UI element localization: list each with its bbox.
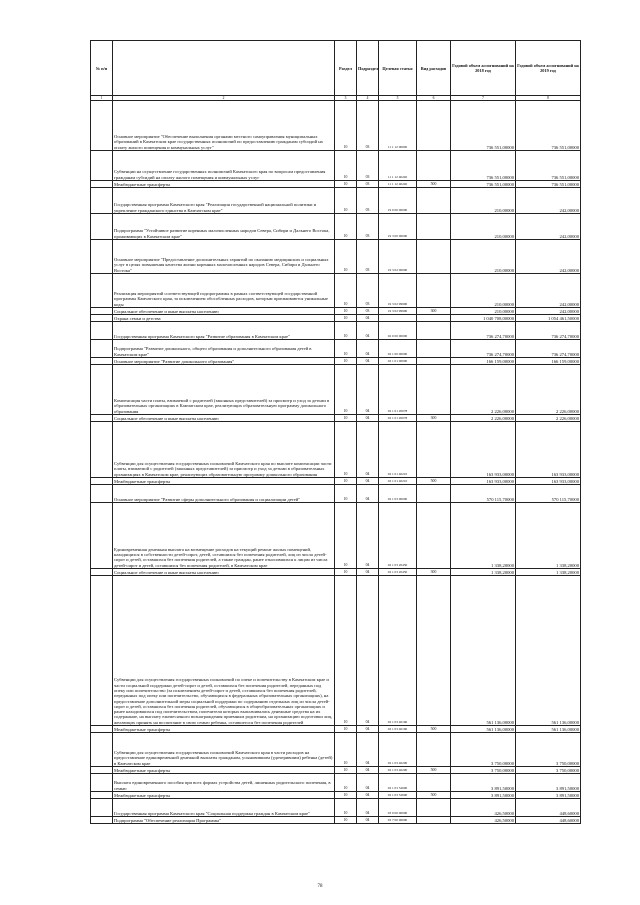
row-subsection-cell: 04 <box>357 799 379 817</box>
row-section-cell: 10 <box>335 151 357 181</box>
row-target-article-cell: 02 1 01 00000 <box>379 358 417 365</box>
row-target-article-cell: 02 1 03 20450 <box>379 503 417 569</box>
row-num-cell <box>91 214 113 240</box>
row-num-cell <box>91 274 113 308</box>
row-subsection-cell: 04 <box>357 569 379 576</box>
row-name-cell: Основное мероприятие "Развитие сферы дополнительного образования и социализации детей" <box>113 485 335 503</box>
row-num-cell <box>91 733 113 767</box>
row-expense-type-cell <box>417 151 451 181</box>
row-section-cell: 10 <box>335 415 357 422</box>
table-row <box>91 214 581 240</box>
row-name-cell: Выплата единовременного пособия при всех формах устройства детей, лишенных родительского попечения, в семью <box>113 774 335 792</box>
row-expense-type-cell: 500 <box>417 478 451 485</box>
row-target-article-cell: 11 1 12 00000 <box>379 101 417 151</box>
row-expense-type-cell: 500 <box>417 792 451 799</box>
table-row <box>91 308 581 315</box>
row-expense-type-cell <box>417 576 451 726</box>
column-number: 1 <box>91 96 113 101</box>
row-expense-type-cell <box>417 315 451 322</box>
row-volume-2019-cell: 2 226,00000 <box>516 415 581 422</box>
table-row <box>91 792 581 799</box>
table-row <box>91 240 581 274</box>
row-expense-type-cell <box>417 322 451 340</box>
row-volume-2019-cell: 3 750,00000 <box>516 733 581 767</box>
row-expense-type-cell: 500 <box>417 181 451 188</box>
row-target-article-cell: 19 3 02 99990 <box>379 274 417 308</box>
row-num-cell <box>91 726 113 733</box>
row-num-cell <box>91 792 113 799</box>
header-expense-type: Вид расходов <box>417 41 451 96</box>
row-section-cell: 10 <box>335 478 357 485</box>
row-volume-2018-cell: 210,00000 <box>451 188 516 214</box>
table-row <box>91 181 581 188</box>
row-volume-2018-cell: 426,50000 <box>451 817 516 824</box>
row-expense-type-cell <box>417 422 451 478</box>
row-num-cell <box>91 340 113 358</box>
row-target-article-cell: 02 1 03 40200 <box>379 733 417 767</box>
row-num-cell <box>91 503 113 569</box>
row-section-cell: 10 <box>335 503 357 569</box>
row-volume-2019-cell: 736 551,00000 <box>516 181 581 188</box>
row-name-cell: Подпрограмма "Устойчивое развитие коренных малочисленных народов Севера, Сибири и Дальнего Востока, проживающих в Камчатском крае" <box>113 214 335 240</box>
row-target-article-cell: 02 1 01 40210 <box>379 422 417 478</box>
row-section-cell: 10 <box>335 817 357 824</box>
row-volume-2019-cell: 3 750,00000 <box>516 767 581 774</box>
row-volume-2019-cell: 1 054 461,50000 <box>516 315 581 322</box>
row-section-cell: 10 <box>335 188 357 214</box>
row-num-cell <box>91 322 113 340</box>
row-section-cell: 10 <box>335 767 357 774</box>
row-subsection-cell: 04 <box>357 415 379 422</box>
table-row <box>91 726 581 733</box>
row-name-cell: Охрана семьи и детства <box>113 315 335 322</box>
row-num-cell <box>91 767 113 774</box>
row-volume-2019-cell: 242,00000 <box>516 308 581 315</box>
row-name-cell: Государственная программа Камчатского края "Развитие образования в Камчатском крае" <box>113 322 335 340</box>
table-row <box>91 817 581 824</box>
row-section-cell: 10 <box>335 485 357 503</box>
row-name-cell: Социальное обеспечение и иные выплаты населению <box>113 569 335 576</box>
row-target-article-cell: 02 1 03 40160 <box>379 726 417 733</box>
row-section-cell: 10 <box>335 101 357 151</box>
row-name-cell: Единовременная денежная выплата на возмещение расходов на текущий ремонт жилых помещений, находящихся в собственности детей-сирот, детей, оставшихся без попечения родителей, лиц из числа детей-сирот и детей, оставшихся без попечения родителей, а также граждан, ранее относившихся к лицам из числа детей-сирот и детей, оставшихся без попечения родителей, в Камчатском крае <box>113 503 335 569</box>
row-volume-2018-cell: 736 551,00000 <box>451 101 516 151</box>
row-subsection-cell: 04 <box>357 817 379 824</box>
row-volume-2018-cell: 736 551,00000 <box>451 181 516 188</box>
row-subsection-cell: 04 <box>357 315 379 322</box>
table-row <box>91 576 581 726</box>
row-name-cell: Субвенции для осуществления государственных полномочий Камчатского края в части расходов на предоставление единовременной денежной выплаты гражданам, усыновившим (удочерившим) ребенка (детей) в Камчатском крае <box>113 733 335 767</box>
row-num-cell <box>91 151 113 181</box>
row-volume-2018-cell: 736 551,00000 <box>451 151 516 181</box>
row-volume-2019-cell: 448,60000 <box>516 817 581 824</box>
table-row <box>91 358 581 365</box>
row-volume-2018-cell: 561 136,00000 <box>451 726 516 733</box>
row-name-cell: Государственная программа Камчатского края "Социальная поддержка граждан в Камчатском крае" <box>113 799 335 817</box>
row-name-cell: Межбюджетные трансферты <box>113 181 335 188</box>
row-section-cell: 10 <box>335 181 357 188</box>
row-volume-2018-cell: 2 226,00000 <box>451 365 516 415</box>
header-num: № п/п <box>91 41 113 96</box>
row-volume-2018-cell: 3 750,00000 <box>451 733 516 767</box>
budget-table-page <box>90 40 580 824</box>
row-volume-2019-cell: 166 159,00000 <box>516 358 581 365</box>
header-subsection: Подраздел <box>357 41 379 96</box>
row-volume-2018-cell: 2 226,00000 <box>451 415 516 422</box>
row-section-cell: 10 <box>335 365 357 415</box>
row-volume-2019-cell: 736 551,00000 <box>516 101 581 151</box>
row-name-cell: Субвенции для осуществления государственных полномочий по опеке и попечительству в Камчатском крае и части социальной поддержки детей-сирот и детей, оставшихся без попечения родителей, переданных под опеку или попечительство (за исключением детей-сирот и детей, оставшихся без попечения родителей, переданных под опеку или попечительство, обучающихся в федеральных образовательных организациях), на предоставление дополнительной меры социальной поддержки по содержанию отдельных лиц из числа детей-сирот и детей, оставшихся без попечения родителей, обучающихся в общеобразовательных организациях и ранее находившихся под попечительством, попечители которых выплачивались денежные средства на их содержание, на выплату ежемесячного вознаграждения приемным родителям, на организацию подготовки лиц, желающих принять на воспитание в свою семью ребенка, оставшегося без попечения родителей <box>113 576 335 726</box>
header-section: Раздел <box>335 41 357 96</box>
table-row <box>91 101 581 151</box>
table-body <box>91 101 581 824</box>
row-subsection-cell: 03 <box>357 274 379 308</box>
column-number: 5 <box>379 96 417 101</box>
column-number: 3 <box>335 96 357 101</box>
row-subsection-cell: 04 <box>357 774 379 792</box>
row-section-cell: 10 <box>335 214 357 240</box>
row-subsection-cell: 04 <box>357 503 379 569</box>
table-row <box>91 569 581 576</box>
row-volume-2019-cell: 736 551,00000 <box>516 151 581 181</box>
row-num-cell <box>91 101 113 151</box>
row-name-cell: Подпрограмма "Обеспечение реализации Программы" <box>113 817 335 824</box>
row-target-article-cell: 02 1 03 40160 <box>379 576 417 726</box>
row-num-cell <box>91 415 113 422</box>
header-volume-2018: Годовой объем ассигнований на 2018 год <box>451 41 516 96</box>
row-volume-2019-cell: 3 891,50000 <box>516 774 581 792</box>
row-subsection-cell: 04 <box>357 322 379 340</box>
row-volume-2019-cell: 570 115,70000 <box>516 485 581 503</box>
row-section-cell: 10 <box>335 340 357 358</box>
row-section-cell: 10 <box>335 322 357 340</box>
row-num-cell <box>91 422 113 478</box>
row-section-cell: 10 <box>335 240 357 274</box>
row-expense-type-cell <box>417 214 451 240</box>
row-volume-2019-cell: 1 338,20000 <box>516 503 581 569</box>
row-expense-type-cell <box>417 101 451 151</box>
row-num-cell <box>91 774 113 792</box>
row-target-article-cell <box>379 315 417 322</box>
row-volume-2019-cell: 242,00000 <box>516 214 581 240</box>
header-target-article: Целевая статья <box>379 41 417 96</box>
row-subsection-cell: 03 <box>357 181 379 188</box>
row-target-article-cell: 02 1 03 52600 <box>379 792 417 799</box>
header-volume-2019: Годовой объем ассигнований на 2019 год <box>516 41 581 96</box>
column-number: 7 <box>451 96 516 101</box>
row-num-cell <box>91 188 113 214</box>
row-name-cell: Субвенции для осуществления государственных полномочий Камчатского края по выплате компенсации части платы, взимаемой с родителей (законных представителей) за присмотр и уход за детьми в образовательных организациях в Камчатском крае, реализующих образовательную программу дошкольного образования <box>113 422 335 478</box>
table-row <box>91 340 581 358</box>
table-row <box>91 415 581 422</box>
row-name-cell: Субвенции на осуществление государственных полномочий Камчатского края по вопросам предоставления гражданам субсидий на оплату жилого помещения и коммунальных услуг <box>113 151 335 181</box>
header-row <box>91 41 581 96</box>
row-volume-2019-cell: 3 891,50000 <box>516 792 581 799</box>
row-section-cell: 10 <box>335 733 357 767</box>
column-number: 4 <box>357 96 379 101</box>
row-expense-type-cell <box>417 485 451 503</box>
row-name-cell: Межбюджетные трансферты <box>113 726 335 733</box>
row-volume-2018-cell: 736 274,70000 <box>451 340 516 358</box>
row-section-cell: 10 <box>335 569 357 576</box>
row-section-cell: 10 <box>335 308 357 315</box>
row-name-cell: Межбюджетные трансферты <box>113 792 335 799</box>
row-target-article-cell: 02 1 03 00000 <box>379 485 417 503</box>
row-name-cell: Основное мероприятие "Предоставление дополнительных гарантий по оказанию медицинских и социальных услуг в целях повышения качества жизни коренных малочисленных народов Севера, Сибири и Дальнего Востока" <box>113 240 335 274</box>
row-volume-2018-cell: 426,50000 <box>451 799 516 817</box>
header-name <box>113 41 335 96</box>
row-volume-2018-cell: 1 338,20000 <box>451 503 516 569</box>
row-volume-2019-cell: 561 136,00000 <box>516 576 581 726</box>
table-row <box>91 422 581 478</box>
row-subsection-cell: 04 <box>357 733 379 767</box>
row-target-article-cell: 19 3 00 00000 <box>379 214 417 240</box>
row-name-cell: Социальное обеспечение и иные выплаты населению <box>113 308 335 315</box>
row-expense-type-cell <box>417 340 451 358</box>
table-row <box>91 315 581 322</box>
row-expense-type-cell: 500 <box>417 726 451 733</box>
row-volume-2019-cell: 163 933,00000 <box>516 478 581 485</box>
table-row <box>91 503 581 569</box>
row-volume-2019-cell: 2 226,00000 <box>516 365 581 415</box>
row-num-cell <box>91 240 113 274</box>
row-subsection-cell: 03 <box>357 214 379 240</box>
row-target-article-cell: 11 1 12 40240 <box>379 181 417 188</box>
row-volume-2018-cell: 210,00000 <box>451 214 516 240</box>
row-expense-type-cell: 300 <box>417 569 451 576</box>
row-volume-2019-cell: 561 136,00000 <box>516 726 581 733</box>
row-subsection-cell: 03 <box>357 151 379 181</box>
row-section-cell: 10 <box>335 274 357 308</box>
row-expense-type-cell <box>417 365 451 415</box>
row-volume-2019-cell: 1 338,20000 <box>516 569 581 576</box>
row-subsection-cell: 04 <box>357 422 379 478</box>
row-target-article-cell: 19 3 02 99990 <box>379 308 417 315</box>
row-num-cell <box>91 799 113 817</box>
row-expense-type-cell <box>417 240 451 274</box>
table-row <box>91 485 581 503</box>
column-number: 6 <box>417 96 451 101</box>
table-row <box>91 733 581 767</box>
row-volume-2018-cell: 210,00000 <box>451 308 516 315</box>
row-volume-2018-cell: 3 891,50000 <box>451 792 516 799</box>
row-target-article-cell: 02 1 03 52600 <box>379 774 417 792</box>
row-subsection-cell: 04 <box>357 365 379 415</box>
row-num-cell <box>91 485 113 503</box>
row-subsection-cell: 03 <box>357 240 379 274</box>
row-num-cell <box>91 569 113 576</box>
row-section-cell: 10 <box>335 576 357 726</box>
row-name-cell: Государственная программа Камчатского края "Реализация государственной национальной политики и укрепление гражданского единства в Камчатском крае" <box>113 188 335 214</box>
row-name-cell: Основное мероприятие "Обеспечение выполнения органами местного самоуправления муниципальных образований в Камчатском крае государственных полномочий по предоставлению гражданам субсидий на оплату жилого помещения и коммунальных услуг" <box>113 101 335 151</box>
row-subsection-cell: 04 <box>357 726 379 733</box>
table-row <box>91 322 581 340</box>
row-target-article-cell: 02 1 00 00000 <box>379 340 417 358</box>
row-target-article-cell: 02 1 03 20450 <box>379 569 417 576</box>
row-section-cell: 10 <box>335 358 357 365</box>
row-subsection-cell: 04 <box>357 576 379 726</box>
row-target-article-cell: 02 1 01 20078 <box>379 365 417 415</box>
row-num-cell <box>91 308 113 315</box>
row-section-cell: 10 <box>335 792 357 799</box>
row-name-cell: Основное мероприятие "Развитие дошкольного образования" <box>113 358 335 365</box>
row-expense-type-cell <box>417 274 451 308</box>
row-section-cell: 10 <box>335 774 357 792</box>
row-volume-2019-cell: 163 933,00000 <box>516 422 581 478</box>
table-row <box>91 274 581 308</box>
row-volume-2018-cell: 1 338,20000 <box>451 569 516 576</box>
row-target-article-cell: 02 1 03 40200 <box>379 767 417 774</box>
row-volume-2018-cell: 3 750,00000 <box>451 767 516 774</box>
row-expense-type-cell <box>417 503 451 569</box>
row-subsection-cell: 04 <box>357 340 379 358</box>
row-target-article-cell: 02 1 01 40210 <box>379 478 417 485</box>
row-num-cell <box>91 315 113 322</box>
row-volume-2019-cell: 242,00000 <box>516 188 581 214</box>
row-volume-2018-cell: 163 933,00000 <box>451 422 516 478</box>
column-number: 2 <box>113 96 335 101</box>
row-section-cell: 10 <box>335 799 357 817</box>
row-volume-2018-cell: 570 115,70000 <box>451 485 516 503</box>
row-subsection-cell: 03 <box>357 188 379 214</box>
row-target-article-cell: 19 3 02 00000 <box>379 240 417 274</box>
row-volume-2018-cell: 210,00000 <box>451 240 516 274</box>
row-volume-2018-cell: 1 040 708,00000 <box>451 315 516 322</box>
row-target-article-cell: 11 1 12 40240 <box>379 151 417 181</box>
row-volume-2019-cell: 448,60000 <box>516 799 581 817</box>
table-row <box>91 799 581 817</box>
row-name-cell: Компенсация части платы, взимаемой с родителей (законных представителей) за присмотр и уход за детьми в образовательных организациях в Камчатском крае, реализующих образовательную программу дошкольного образования <box>113 365 335 415</box>
table-row <box>91 365 581 415</box>
row-expense-type-cell <box>417 774 451 792</box>
row-section-cell: 10 <box>335 726 357 733</box>
row-num-cell <box>91 817 113 824</box>
row-expense-type-cell: 300 <box>417 415 451 422</box>
row-name-cell: Социальное обеспечение и иные выплаты населению <box>113 415 335 422</box>
row-subsection-cell: 03 <box>357 308 379 315</box>
table-row <box>91 151 581 181</box>
row-volume-2018-cell: 210,00000 <box>451 274 516 308</box>
row-subsection-cell: 04 <box>357 485 379 503</box>
row-expense-type-cell: 500 <box>417 767 451 774</box>
row-name-cell: Реализация мероприятий соответствующей подпрограммы в рамках соответствующей государственной программы Камчатского края, за исключением обособленных расходов, которым присваиваются уникальные коды <box>113 274 335 308</box>
page-number: 78 <box>317 884 323 889</box>
table-row <box>91 478 581 485</box>
row-expense-type-cell <box>417 733 451 767</box>
table-row <box>91 188 581 214</box>
row-volume-2018-cell: 3 891,50000 <box>451 774 516 792</box>
row-num-cell <box>91 358 113 365</box>
row-subsection-cell: 04 <box>357 767 379 774</box>
column-number: 8 <box>516 96 581 101</box>
row-num-cell <box>91 478 113 485</box>
row-volume-2018-cell: 163 933,00000 <box>451 478 516 485</box>
row-expense-type-cell <box>417 799 451 817</box>
row-subsection-cell: 04 <box>357 478 379 485</box>
row-section-cell: 10 <box>335 315 357 322</box>
row-subsection-cell: 04 <box>357 792 379 799</box>
row-expense-type-cell: 300 <box>417 308 451 315</box>
row-volume-2019-cell: 242,00000 <box>516 240 581 274</box>
row-section-cell: 10 <box>335 422 357 478</box>
row-volume-2019-cell: 736 274,70000 <box>516 322 581 340</box>
row-num-cell <box>91 365 113 415</box>
row-name-cell: Межбюджетные трансферты <box>113 767 335 774</box>
row-volume-2018-cell: 166 159,00000 <box>451 358 516 365</box>
table-row <box>91 767 581 774</box>
table-row <box>91 774 581 792</box>
row-subsection-cell: 03 <box>357 101 379 151</box>
row-target-article-cell: 02 0 00 00000 <box>379 322 417 340</box>
row-subsection-cell: 04 <box>357 358 379 365</box>
row-name-cell: Межбюджетные трансферты <box>113 478 335 485</box>
row-volume-2018-cell: 736 274,70000 <box>451 322 516 340</box>
row-volume-2019-cell: 736 274,70000 <box>516 340 581 358</box>
row-expense-type-cell <box>417 358 451 365</box>
row-num-cell <box>91 576 113 726</box>
row-target-article-cell: 03 7 00 00000 <box>379 817 417 824</box>
row-volume-2019-cell: 242,00000 <box>516 274 581 308</box>
row-name-cell: Подпрограмма "Развитие дошкольного, общего образования и дополнительного образования детей в Камчатском крае" <box>113 340 335 358</box>
row-target-article-cell: 03 0 00 00000 <box>379 799 417 817</box>
row-volume-2018-cell: 561 136,00000 <box>451 576 516 726</box>
row-expense-type-cell <box>417 188 451 214</box>
row-target-article-cell: 02 1 01 20078 <box>379 415 417 422</box>
row-num-cell <box>91 181 113 188</box>
row-expense-type-cell <box>417 817 451 824</box>
budget-table <box>90 40 581 824</box>
row-target-article-cell: 19 0 00 00000 <box>379 188 417 214</box>
